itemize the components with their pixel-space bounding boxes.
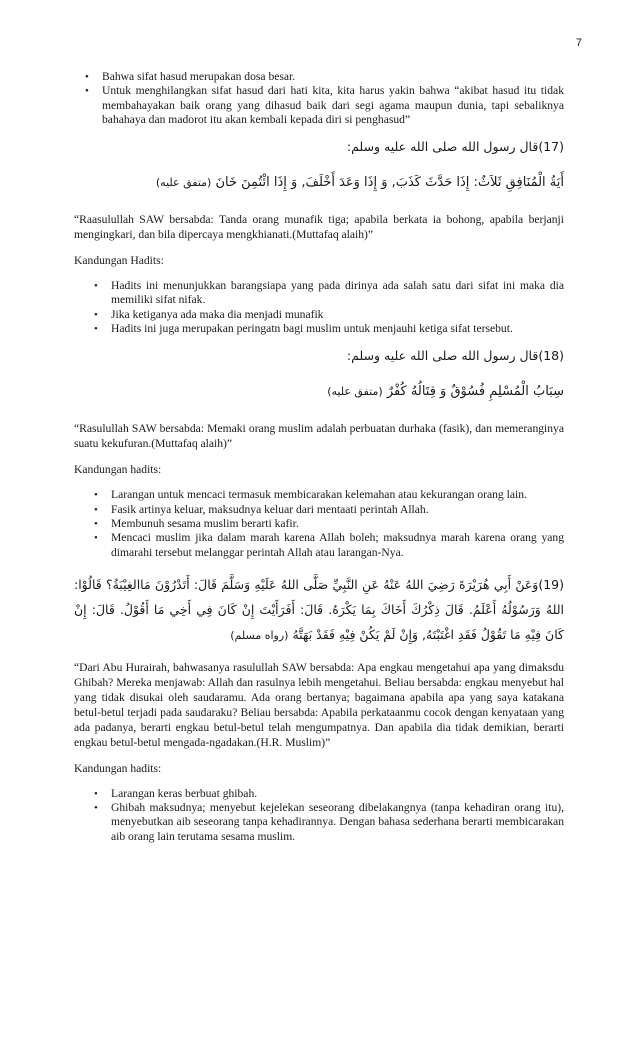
list-item: • Membunuh sesama muslim berarti kafir. — [83, 517, 564, 531]
hadith-17-translation: “Raasulullah SAW bersabda: Tanda orang munafik tiga; apabila berkata ia bohong, apabila berjanji mengingkari, dan bila dipercaya mengkhianati.(Muttafaq alaih)” — [74, 213, 564, 242]
list-item: • Untuk menghilangkan sifat hasud dari hati kita, kita harus yakin bahwa “akibat hasud itu tidak membahayakan baik orang yang dihasud baik dari segi agama maupun dunia, tapi sebaliknya bahahaya dan madorot itu akan kembali kepada diri si penghasud” — [74, 84, 564, 127]
hadith-19-source: (رواه مسلم) — [230, 628, 289, 642]
page-number: 7 — [575, 37, 582, 49]
list-item: • Hadits ini menunjukkan barangsiapa yang pada dirinya ada salah satu dari sifat ini maka dia memiliki sifat nifak. — [83, 279, 564, 308]
hadith-18-text: سِبَابُ الْمُسْلِمِ فُسُوْقٌ وَ قِتَالُهُ كُفْرٌ — [386, 384, 564, 400]
list-item: • Larangan keras berbuat ghibah. — [83, 787, 564, 801]
hadith-18-source: (متفق عليه) — [327, 385, 383, 399]
list-item: • Mencaci muslim jika dalam marah karena Allah boleh; maksudnya marah karena orang yang dimarahi tersebut melanggar perintah Allah atau larangan-Nya. — [83, 531, 564, 560]
hadith-17-source: (متفق عليه) — [155, 176, 212, 190]
page-content — [74, 70, 564, 856]
list-item: • Bahwa sifat hasud merupakan dosa besar. — [74, 70, 564, 84]
list-item: • Hadits ini juga merupakan peringatn bagi muslim untuk menjauhi ketiga sifat tersebut. — [83, 322, 564, 336]
list-item: • Fasik artinya keluar, maksudnya keluar dari mentaati perintah Allah. — [83, 503, 564, 517]
hadith-19-arabic — [74, 572, 564, 648]
list-item: • Jika ketiganya ada maka dia menjadi munafik — [83, 308, 564, 322]
hadith-17-arabic — [74, 172, 564, 194]
list-item: • Larangan untuk mencaci termasuk membicarakan kelemahan atau kekurangan orang lain. — [83, 488, 564, 502]
hadith-19-text: (19)وَعَنْ أَبِي هُرَيْرَةَ رَضِيَ اللهُ عَنْهُ عَنِ النَّبِيِّ صَلَّى اللهُ عَلَيْهِ وَسَلَّمَ قَالَ: أَتَدْرُوْنَ مَاالغِيْبَةُ؟ قَالُوْا: اللهُ وَرَسُوْلُهُ أَعْلَمُ. قَالَ ذِكْرُكَ أَخَاكَ بِمَا يَكْرَهُ. قَالَ: أَفَرَأَيْتَ إِنْ كَانَ فِي أَخِي مَا أَقُوْلُ. قَالَ: إِنْ كَانَ فِيْهِ مَا تَقُوْلُ فَقَدِ اغْتَبْتَهُ, وَإِنْ لَمْ يَكُنْ فِيْهِ فَقَدْ بَهَتَّهُ — [74, 576, 564, 642]
hadith-19-heading: Kandungan hadits: — [74, 761, 162, 775]
hadith-17-points — [83, 279, 564, 336]
top-bullet-list — [74, 70, 564, 127]
hadith-17-text: أَيَةُ الْمُنَافِقِ ثَلاَثٌ: إِذَا حَدَّثَ كَذَبَ, وَ إِذَا وَعَدَ أَخْلَفَ, وَ إِذَا ائْتُمِنَ خَانَ — [215, 175, 564, 191]
hadith-18-translation: “Rasulullah SAW bersabda: Memaki orang muslim adalah perbuatan durhaka (fasik), dan memeranginya suatu kekufuran.(Muttafaq alaih)” — [74, 422, 564, 451]
list-item: • Ghibah maksudnya; menyebut kejelekan seseorang dibelakangnya (tanpa kehadiran orang itu), menyebutkan aib seseorang tanpa kehadirannya. Dengan bahasa sederhana berarti membicarakan aib orang lain terutama sesama muslim. — [83, 801, 564, 844]
hadith-17-heading: Kandungan Hadits: — [74, 254, 164, 268]
hadith-17-intro: (17)قال رسول الله صلى الله عليه وسلم: — [346, 139, 564, 155]
hadith-19-points — [83, 787, 564, 844]
hadith-19-translation: “Dari Abu Hurairah, bahwasanya rasulullah SAW bersabda: Apa engkau mengetahui apa yang dimaksdu Ghibah? Mereka menjawab: Allah dan rasulnya lebih mengetahui. Beliau bersabda: engkau menyebut hal yang tidak disukai oleh saudaramu. Ada orang bertanya; bagaimana apabila apa yang saya katakana betul-betul terjadi pada saudaraku? Beliau bersabda: Apabila perkataanmu cocok dengan kenyataan yang ada padanya, berarti engkau betul-betul telah mengumpatnya. Dan apabila dia tidak demikian, berarti engkau betul-betul mengada-ngadakan.(H.R. Muslim)” — [74, 660, 564, 749]
hadith-18-arabic — [74, 381, 564, 403]
hadith-18-intro: (18)قال رسول الله صلى الله عليه وسلم: — [346, 348, 564, 364]
hadith-18-heading: Kandungan hadits: — [74, 463, 162, 477]
hadith-18-points — [83, 488, 564, 559]
